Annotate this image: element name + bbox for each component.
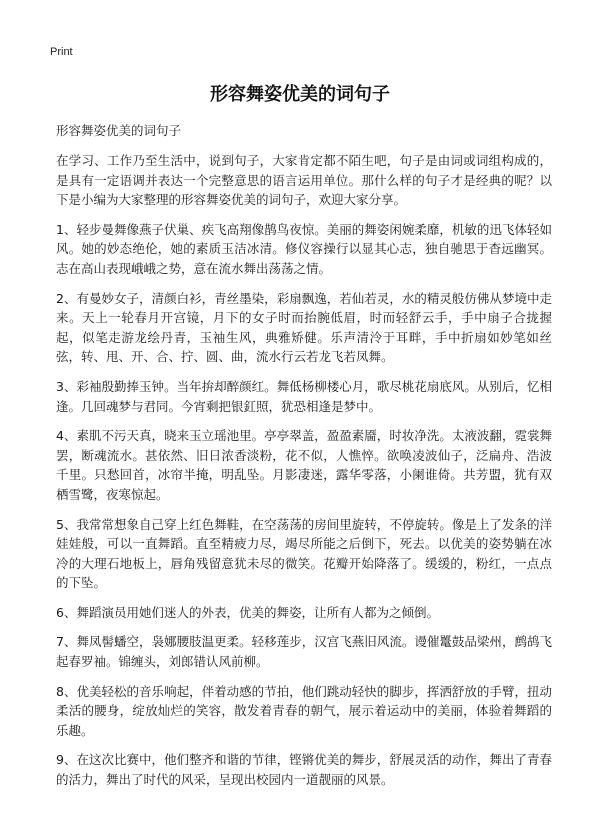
paragraph-8: 8、优美轻松的音乐响起，伴着动感的节拍，他们跳动轻快的脚步，挥洒舒放的手臂，扭动柔活的腰身，绽放灿烂的笑容，散发着青春的朝气，展示着运动中的美丽，体验着舞蹈的乐趣。: [56, 683, 552, 738]
article-body: [56, 151, 552, 800]
intro-paragraph: 在学习、工作乃至生活中，说到句子，大家肯定都不陌生吧，句子是由词或词组构成的，是具有一定语调并表达一个完整意思的语言运用单位。那什么样的句子才是经典的呢？以下是小编为大家整理的形容舞姿优美的词句子，欢迎大家分享。: [56, 153, 552, 208]
article-subtitle: 形容舞姿优美的词句子: [56, 123, 182, 138]
paragraph-7: 7、舞凤髻蟠空，袅娜腰肢温更柔。轻移莲步，汉宫飞燕旧风流。谩催鼍鼓品梁州，鹧鸪飞起春罗袖。锦缠头，刘郎错认风前柳。: [56, 634, 552, 670]
paragraph-9: 9、在这次比赛中，他们整齐和谐的节律，铿锵优美的舞步，舒展灵活的动作，舞出了青春的活力，舞出了时代的风采，呈现出校园内一道靓丽的风景。: [56, 752, 552, 788]
print-link[interactable]: Print: [50, 46, 73, 58]
paragraph-5: 5、我常常想象自己穿上红色舞鞋，在空荡荡的房间里旋转，不停旋转。像是上了发条的洋娃娃般，可以一直舞蹈。直至精疲力尽，竭尽所能之后倒下，死去。以优美的姿势躺在冰冷的大理石地板上，唇角残留意犹未尽的微笑。花瓣开始降落了。缓缓的，粉红，一点点的下坠。: [56, 516, 552, 591]
paragraph-1: 1、轻步曼舞像燕子伏巢、疾飞高翔像鹊鸟夜惊。美丽的舞姿闲婉柔靡，机敏的迅飞体轻如风。她的妙态绝伦，她的素质玉洁冰清。修仪容操行以显其心志，独自驰思于杳远幽冥。志在高山表现峨峨之势，意在流水舞出荡荡之情。: [56, 221, 552, 276]
paragraph-6: 6、舞蹈演员用她们迷人的外表，优美的舞姿，让所有人都为之倾倒。: [56, 604, 439, 620]
paragraph-3: 3、彩袖殷勤捧玉钟。当年拚却醉颜红。舞低杨柳楼心月，歌尽桃花扇底风。从别后，忆相逢。几回魂梦与君同。今宵剩把银釭照，犹恐相逢是梦中。: [56, 378, 552, 414]
paragraph-4: 4、素肌不污天真，晓来玉立瑶池里。亭亭翠盖，盈盈素靥，时妆净洗。太液波翻，霓裳舞罢，断魂流水。甚依然、旧日浓香淡粉，花不似，人憔悴。欲唤凌波仙子，泛扁舟、浩波千里。只愁回首，冰帘半掩，明乱坠。月影凄迷，露华零落，小阑谁倚。共芳盟，犹有双栖雪鹭，夜寒惊起。: [56, 428, 552, 502]
paragraph-2: 2、有曼妙女子，清颜白衫，青丝墨染，彩扇飘逸，若仙若灵，水的精灵般仿佛从梦境中走来。天上一轮春月开宫镜，月下的女子时而抬腕低眉，时而轻舒云手，手中扇子合拢握起，似笔走游龙绘丹青，玉袖生风，典雅矫健。乐声清泠于耳畔，手中折扇如妙笔如丝弦，转、甩、开、合、拧、圆、曲，流水行云若龙飞若凤舞。: [56, 290, 552, 365]
page-title: 形容舞姿优美的词句子: [210, 84, 390, 105]
